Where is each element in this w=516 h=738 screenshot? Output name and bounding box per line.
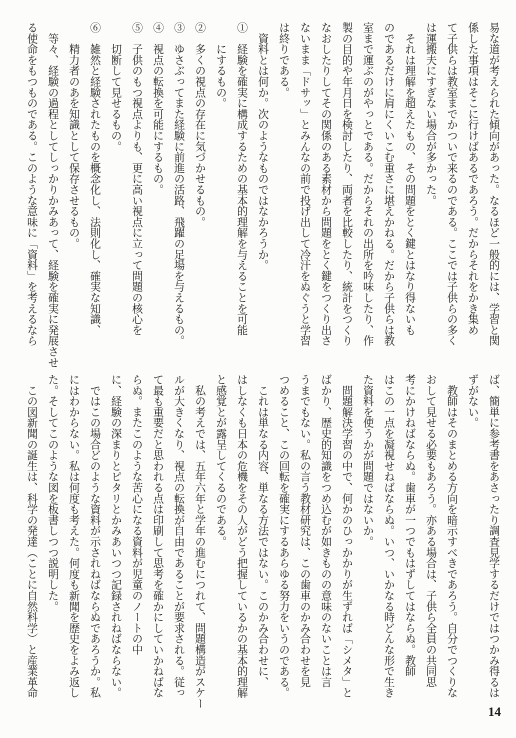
text-column: と感覚とが露呈してくるのである。	[215, 374, 228, 547]
text-column: 資料とは何か。次のようなものではなかろうか。	[257, 22, 270, 271]
text-column: にはわからない。私は何度も考えた。何度も新聞を歴史をよみ返し	[68, 374, 81, 698]
text-column: ば、簡単に参考書をあさったり調査見学するだけではつかみ得るは	[488, 374, 501, 698]
text-column: 係した事項はそこに行けばあるであろう。だからそれをかき集め	[467, 22, 480, 336]
text-column: 私の考えでは、五年六年と学年の進むにつれて、問題構造がスケー	[194, 374, 207, 709]
upper-text-block	[22, 22, 505, 368]
text-column: て子供らは教室までかついで来るのである。ここでは子供らの多く	[446, 22, 459, 346]
text-column: ⑤ 子供のもつ視点よりも、更に高い視点に立って問題の核心を	[131, 22, 144, 336]
lower-text-block	[22, 374, 505, 709]
text-column: 切断して見せるもの。	[110, 22, 123, 152]
text-column: ではこの場合どのような資料が示されねばならぬであろうか。私	[89, 374, 102, 698]
text-column: 問題解決学習の中で、何かのひっかかりが生ずれば「シメタ」と	[341, 374, 354, 698]
text-column: この図新聞の誕生は、科学の発達（ことに自然科学）と産業革命	[26, 374, 39, 698]
text-column: は運搬夫にすぎない場合が多かった。	[425, 22, 438, 206]
text-column: 等々、経験の過程としてしっかりかみあって、経験を確実に発展させ	[47, 22, 60, 368]
text-column: 易な道が考えられた傾向があった。なるほど一般的には、学習と関	[488, 22, 501, 346]
text-column: た。そしてこのような図を板書しつつ説明した。	[47, 374, 60, 612]
text-column: ばかり、歴史的知識をつめ込むが如きものの意味のないことは言	[320, 374, 333, 688]
text-column: それは理解を超えたもの、その問題をとく鍵とはなり得ないも	[404, 22, 417, 336]
text-column: はしなくも日本の危機をその人がどう把握しているかの基本的理解	[236, 374, 249, 698]
text-column: らぬ。またこのような苦心になる資料が児童のノートの中	[131, 374, 144, 655]
text-column: はこの一点を凝視せねばならぬ。いつ、いかなる時どんな形で生き	[383, 374, 396, 698]
text-column: 考にかけねばならぬ。歯車が一つでもはずしてはならぬ。教師	[404, 374, 417, 677]
text-column: ① 経験を確実に構成するための基本的理解を与えることを可能	[236, 22, 249, 336]
text-column: に、経験の深まりとピタリとかみあいつつ記録されねばならない。	[110, 374, 123, 698]
text-column: これは単なる内容、単なる方法ではない。このかみ合わせに、	[257, 374, 270, 688]
text-column: にするもの。	[215, 22, 228, 109]
text-column: のであるだけに肩にくいこむ重さに堪えかねる。だから子供らは教	[383, 22, 396, 346]
text-column: て最も重要だと思われる点は印刷して思考を確かにしていかねばな	[152, 374, 165, 698]
text-column: ないまま「ドサッ」とみんなの前で投げ出して冷汗をぬぐうと学習	[299, 22, 312, 346]
text-column: 精力者のあを知識として保存させるもの。	[68, 22, 81, 249]
text-column: は終りである。	[278, 22, 291, 98]
text-column: ② 多くの視点の存在に気づかせるもの。	[194, 22, 207, 228]
text-column: うまでもない。私の言う教材研究は、この歯車のかみ合わせを見	[299, 374, 312, 688]
text-column: なおしたりしてその関係のある素材から問題をとく鍵をつくり出さ	[320, 22, 333, 346]
text-column: ④ 視点の転換を可能にするもの。	[152, 22, 165, 195]
text-column: 製の目的や年月日を検討したり、両者を比較したり、統計をつくり	[341, 22, 354, 346]
text-column: ⑥ 雑然と経験されたものを概念化し、法則化し、確実な知識、	[89, 22, 102, 336]
text-column: 教師はそのまとめる方向を暗示すべきであろう。自分でつくりな	[446, 374, 459, 698]
text-column: ③ ゆさぶってまた経験に前進の活路、飛躍の足場を与えるもの。	[173, 22, 186, 346]
text-column: た資料を使うかが問題ではないか。	[362, 374, 375, 547]
page-number: 14	[488, 704, 501, 719]
text-column: ずがない。	[467, 374, 480, 428]
text-column: ルが大きくなり、視点の転換が自由であることが要求される。従っ	[173, 374, 186, 698]
text-column: 室まで運ぶのがやっとである。だからそれの出所を吟味したり、作	[362, 22, 375, 346]
text-column: おして見せる必要もあろう。亦ある場合は、子供ら全員の共同思	[425, 374, 438, 688]
text-column: つめること、この回転を確実にするあらゆる努力をいうのである。	[278, 374, 291, 698]
text-column: る使命をもつものである。このような意味に「資料」を考えるなら	[26, 22, 39, 346]
